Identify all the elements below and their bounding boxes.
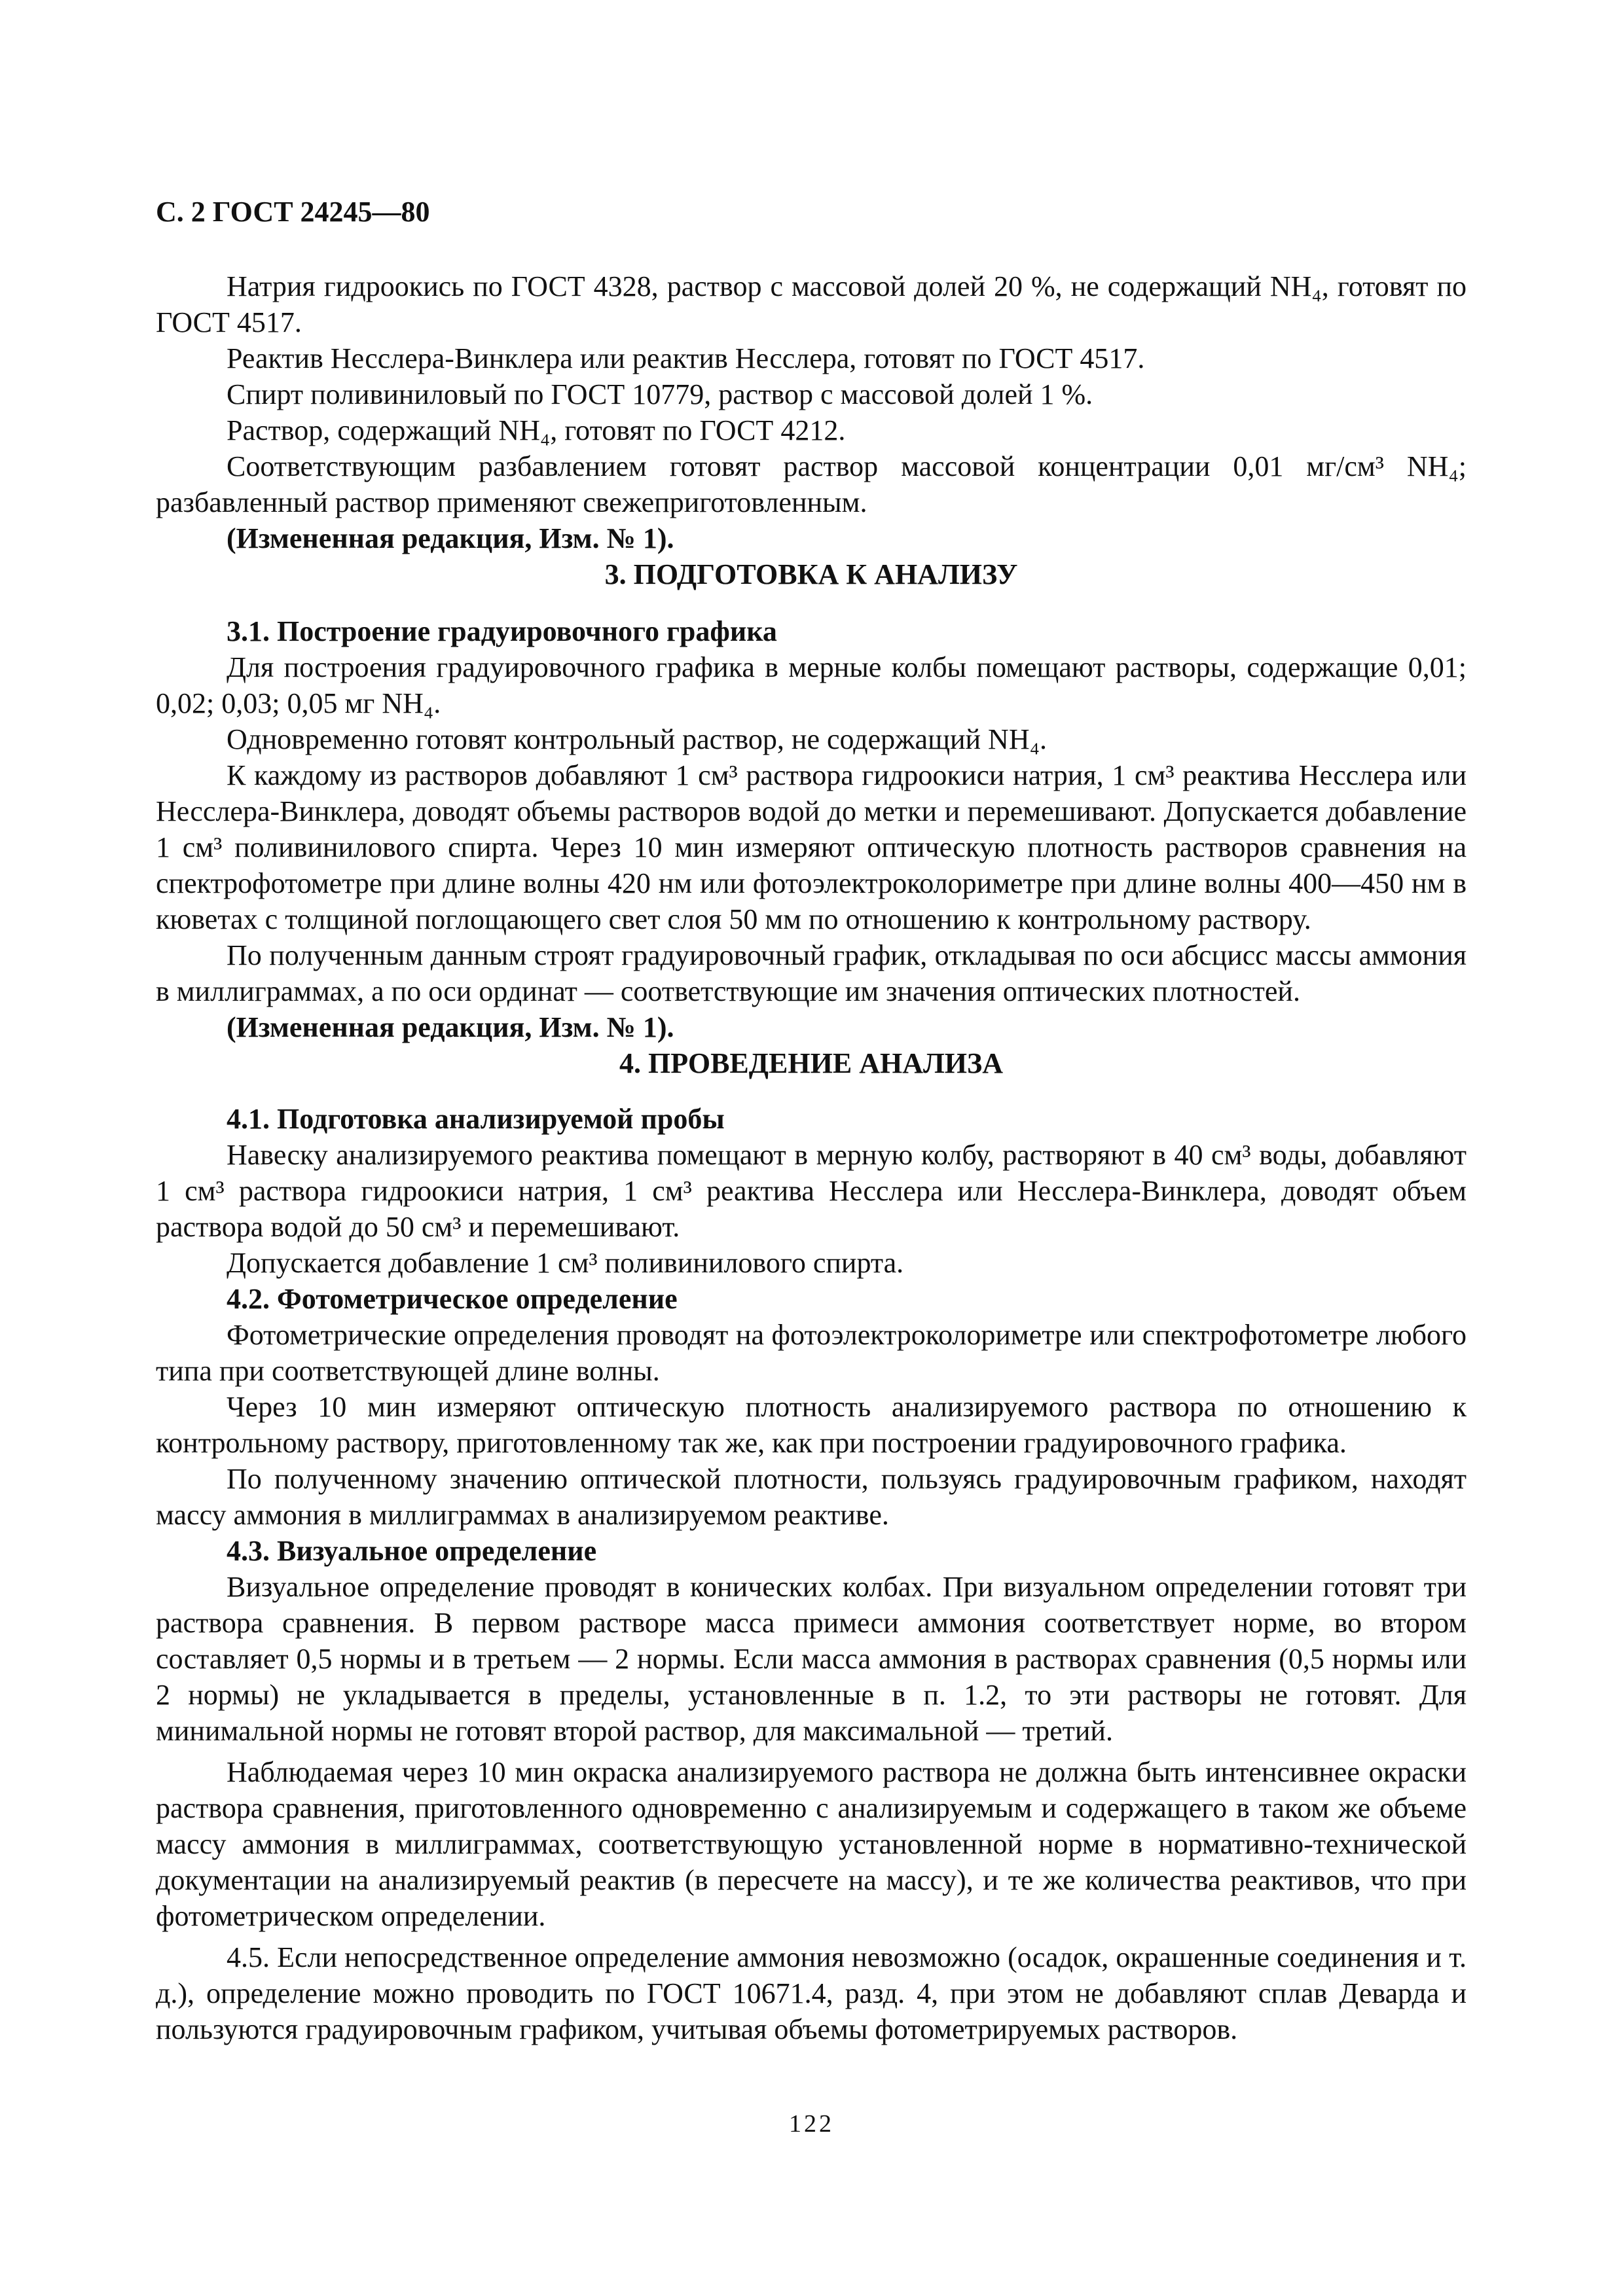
paragraph: Соответствующим разбавлением готовят раствор массовой концентрации 0,01 мг/см³ NH₄; разбавленный раствор применяют свежеприготовленным. <box>156 450 1467 518</box>
paragraph: К каждому из растворов добавляют 1 см³ раствора гидроокиси натрия, 1 см³ реактива Несслера или Несслера-Винклера, доводят объемы растворов водой до метки и перемешивают. Допускается добавление 1 см³ поливинилового спирта. Через 10 мин измеряют оптическую плотность растворов сравнения на спектрофотометре при длине волны 420 нм или фотоэлектроколориметре при длине волны 400—450 нм в кюветах с толщиной поглощающего свет слоя 50 мм по отношению к контрольному раствору. <box>156 759 1467 935</box>
amendment-note: (Измененная редакция, Изм. № 1). <box>227 1011 674 1043</box>
subsection-heading: 4.1. Подготовка анализируемой пробы <box>227 1103 725 1135</box>
document-body <box>156 268 1467 2047</box>
paragraph: Для построения градуировочного графика в мерные колбы помещают растворы, содержащие 0,01; 0,02; 0,03; 0,05 мг NH₄. <box>156 651 1467 719</box>
paragraph: Раствор, содержащий NH₄, готовят по ГОСТ 4212. <box>227 414 846 446</box>
page-number: 122 <box>789 2110 834 2138</box>
subsection-heading: 4.3. Визуальное определение <box>227 1535 597 1567</box>
section-heading: 4. ПРОВЕДЕНИЕ АНАЛИЗА <box>619 1047 1003 1079</box>
paragraph: Фотометрические определения проводят на фотоэлектроколориметре или спектрофотометре любого типа при соответствующей длине волны. <box>156 1319 1467 1387</box>
section-heading: 3. ПОДГОТОВКА К АНАЛИЗУ <box>604 558 1018 590</box>
paragraph: Навеску анализируемого реактива помещают в мерную колбу, растворяют в 40 см³ воды, добавляют 1 см³ раствора гидроокиси натрия, 1 см³ реактива Несслера или Несслера-Винклера, доводят объем раствора водой до 50 см³ и перемешивают. <box>156 1139 1467 1243</box>
amendment-note: (Измененная редакция, Изм. № 1). <box>227 522 674 554</box>
subsection-heading: 4.2. Фотометрическое определение <box>227 1283 678 1315</box>
subsection-heading: 3.1. Построение градуировочного графика <box>227 615 777 647</box>
paragraph: По полученному значению оптической плотности, пользуясь градуировочным графиком, находят массу аммония в миллиграммах в анализируемом реактиве. <box>156 1463 1467 1531</box>
paragraph: Визуальное определение проводят в конических колбах. При визуальном определении готовят три раствора сравнения. В первом растворе масса примеси аммония соответствует норме, во втором составляет 0,5 нормы и в третьем — 2 нормы. Если масса аммония в растворах сравнения (0,5 нормы или 2 нормы) не укладывается в пределы, установленные в п. 1.2, то эти растворы не готовят. Для минимальной нормы не готовят второй раствор, для максимальной — третий. <box>156 1571 1467 1747</box>
paragraph: Натрия гидроокись по ГОСТ 4328, раствор с массовой долей 20 %, не содержащий NH₄, готовят по ГОСТ 4517. <box>156 270 1467 338</box>
paragraph: Спирт поливиниловый по ГОСТ 10779, раствор с массовой долей 1 %. <box>227 378 1093 410</box>
paragraph: 4.5. Если непосредственное определение аммония невозможно (осадок, окрашенные соединения и т. д.), определение можно проводить по ГОСТ 10671.4, разд. 4, при этом не добавляют сплав Деварда и пользуются градуировочным графиком, учитывая объемы фотометрируемых растворов. <box>156 1941 1467 2045</box>
page-header: С. 2 ГОСТ 24245—80 <box>156 196 430 228</box>
paragraph: По полученным данным строят градуировочный график, откладывая по оси абсцисс массы аммония в миллиграммах, а по оси ординат — соответствующие им значения оптических плотностей. <box>156 939 1467 1007</box>
paragraph: Допускается добавление 1 см³ поливинилового спирта. <box>227 1247 904 1279</box>
paragraph: Через 10 мин измеряют оптическую плотность анализируемого раствора по отношению к контрольному раствору, приготовленному так же, как при построении градуировочного графика. <box>156 1391 1467 1459</box>
paragraph: Одновременно готовят контрольный раствор, не содержащий NH₄. <box>227 723 1047 755</box>
paragraph: Реактив Несслера-Винклера или реактив Несслера, готовят по ГОСТ 4517. <box>227 342 1145 374</box>
paragraph: Наблюдаемая через 10 мин окраска анализируемого раствора не должна быть интенсивнее окраски раствора сравнения, приготовленного одновременно с анализируемым и содержащего в таком же объеме массу аммония в миллиграммах, соответствующую установленной норме в нормативно-технической документации на анализируемый реактив (в пересчете на массу), и те же количества реактивов, что при фотометрическом определении. <box>156 1756 1467 1932</box>
